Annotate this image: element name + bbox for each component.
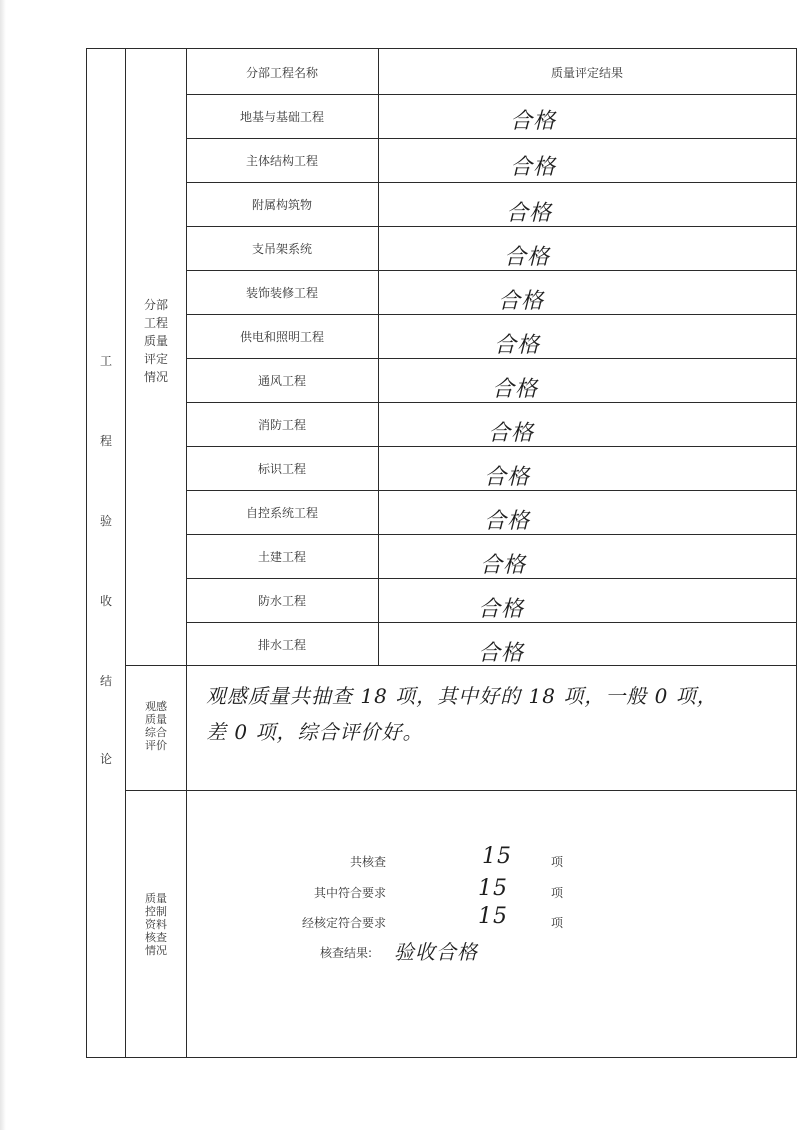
row-line [186,138,797,139]
row-result: 合格 [494,333,541,358]
row-result: 合格 [488,421,535,446]
row-name: 附属构筑物 [251,198,312,212]
row-name: 供电和照明工程 [239,330,324,344]
divider-section1-section2 [125,665,797,666]
column-header-name: 分部工程名称 [245,66,318,80]
table-border-top [86,48,797,49]
row-result: 合格 [510,155,557,180]
row-line [186,314,797,315]
row-line [186,182,797,183]
table-border-bottom [86,1057,797,1058]
scan-edge-shadow [0,0,6,1130]
check-compliant-value: 15 [478,876,508,901]
row-line [186,270,797,271]
row-result: 合格 [506,201,553,226]
check-verified-unit: 项 [551,916,564,930]
row-name: 土建工程 [257,550,306,564]
section1-label: 分部 工程 质量 评定 情况 [143,298,168,384]
row-name: 主体结构工程 [245,154,318,168]
check-verified-label: 经核定符合要求 [301,916,386,930]
side-label-char: 验 [99,514,112,528]
divider-name-result [378,48,379,666]
table-border-right [796,48,797,1058]
row-result: 合格 [480,553,527,578]
row-result: 合格 [478,641,525,666]
row-name: 地基与基础工程 [239,110,324,124]
row-name: 排水工程 [257,638,306,652]
row-result: 合格 [492,377,539,402]
row-result: 合格 [510,109,557,134]
side-label-char: 论 [99,752,112,766]
row-result: 合格 [498,289,545,314]
check-verified-value: 15 [478,904,508,929]
row-name: 支吊架系统 [251,242,312,256]
row-result: 合格 [484,465,531,490]
check-compliant-label: 其中符合要求 [313,886,386,900]
appearance-evaluation-line2: 差 0 项，综合评价好。 [206,720,424,744]
row-name: 防水工程 [257,594,306,608]
table-border-left [86,48,87,1058]
row-name: 自控系统工程 [245,506,318,520]
row-result: 合格 [478,597,525,622]
side-label-char: 程 [99,434,112,448]
row-line [186,226,797,227]
section2-label: 观感 质量 综合 评价 [145,700,167,752]
divider-section2-section3 [125,790,797,791]
check-total-label: 共核查 [349,855,386,869]
row-name: 消防工程 [257,418,306,432]
check-total-unit: 项 [551,855,564,869]
section3-label: 质量 控制 资料 核查 情况 [145,892,167,957]
side-label-char: 结 [99,674,112,688]
column-header-result: 质量评定结果 [550,66,623,80]
check-total-value: 15 [482,844,512,869]
row-line [186,358,797,359]
row-name: 装饰装修工程 [245,286,318,300]
side-label-char: 工 [99,354,112,368]
row-name: 标识工程 [257,462,306,476]
divider-side-label [125,48,126,1058]
check-result-value: 验收合格 [394,940,478,964]
row-result: 合格 [504,245,551,270]
appearance-evaluation-line1: 观感质量共抽查 18 项，其中好的 18 项，一般 0 项， [206,684,718,708]
row-name: 通风工程 [257,374,306,388]
row-result: 合格 [484,509,531,534]
check-compliant-unit: 项 [551,886,564,900]
check-result-label: 核查结果: [319,946,372,960]
row-line [186,94,797,95]
side-label-char: 收 [99,594,112,608]
